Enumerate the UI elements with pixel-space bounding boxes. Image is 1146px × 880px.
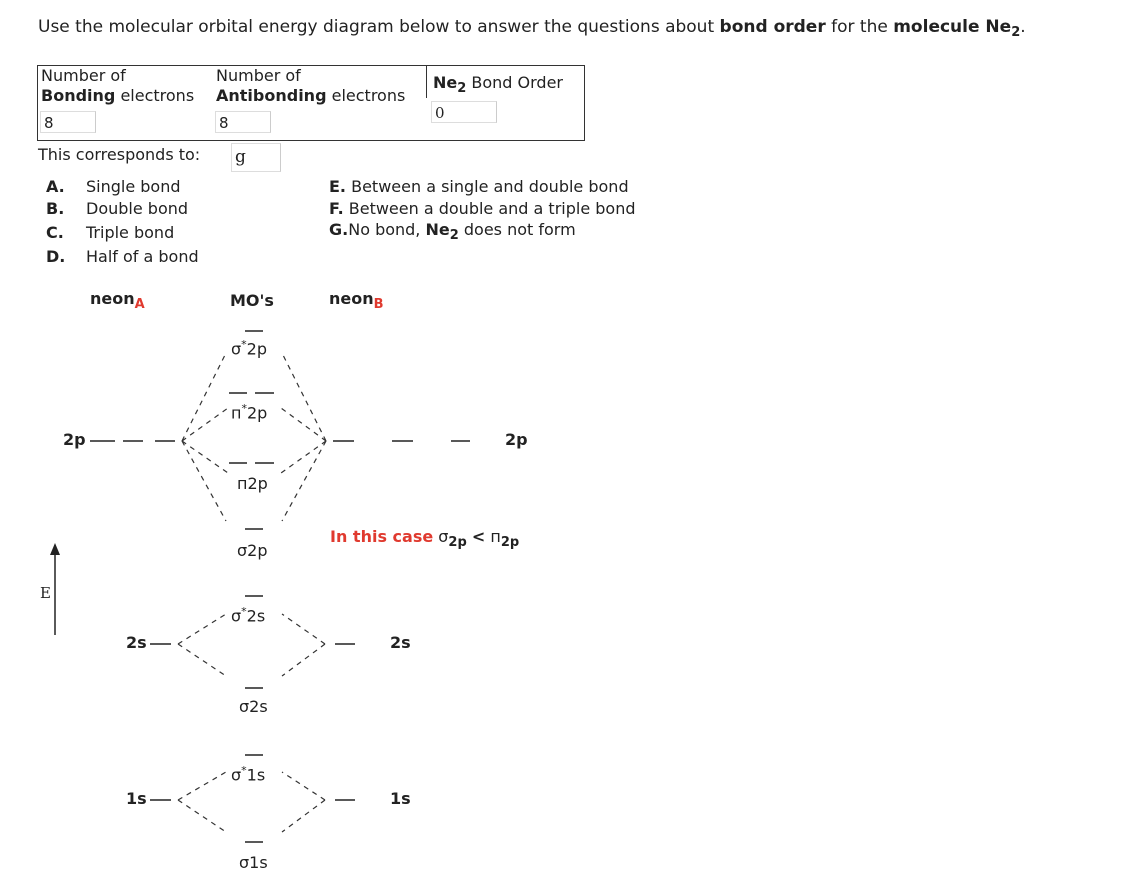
atomic-2s-left-label: 2s [126, 633, 147, 652]
mo-label-sigma-1s: σ1s [239, 853, 268, 872]
choice-d: D. Half of a bond [46, 247, 199, 266]
atomic-2s-right-label: 2s [390, 633, 411, 652]
energy-label: E [40, 584, 51, 602]
question-text: Use the molecular orbital energy diagram below to answer the questions about bond order for the molecule $Ne_2$. [38, 17, 1026, 40]
corresponds-input[interactable]: g [231, 143, 281, 172]
choice-b: B. Double bond [46, 199, 189, 218]
corresponds-label: This corresponds to: [38, 145, 201, 164]
mo-label-sigma-star-2s: σ*2s [231, 605, 266, 626]
mo-label-sigma-2p: σ2p [237, 541, 268, 560]
antibonding-header: Number of Antibonding electrons [216, 66, 406, 105]
bond-order-input[interactable]: 0 [431, 101, 497, 123]
choice-a: A. Single bond [46, 177, 181, 196]
bonding-electrons-input[interactable]: 8 [40, 111, 96, 133]
energy-axis-arrowhead [50, 543, 60, 555]
atomic-1s-right-label: 1s [390, 789, 411, 808]
bond-order-header: $Ne_2$ Bond Order [433, 73, 564, 96]
atomic-1s-left-label: 1s [126, 789, 147, 808]
neon-a-label: neon$_A$ [90, 289, 145, 312]
choice-g: G.No bond, $Ne_2$ does not form [329, 220, 576, 243]
mo-label-pi-star-2p: п*2p [231, 402, 268, 423]
mos-label: MO's [230, 291, 274, 310]
choice-f: F. Between a double and a triple bond [329, 199, 636, 218]
mo-label-pi-2p: п2p [237, 474, 268, 493]
ordering-note: In this case $\sigma_{2p} < п_{2p}$ [330, 527, 520, 550]
atomic-2p-left-label: 2p [63, 430, 86, 449]
choice-e: E. Between a single and double bond [329, 177, 629, 196]
atomic-2p-right-label: 2p [505, 430, 528, 449]
choice-c: C. Triple bond [46, 223, 175, 242]
neon-b-label: neon$_B$ [329, 289, 384, 312]
mo-label-sigma-2s: σ2s [239, 697, 268, 716]
mo-label-sigma-star-2p: σ*2p [231, 338, 267, 359]
bonding-header: Number of Bonding electrons [41, 66, 195, 105]
mo-label-sigma-star-1s: σ*1s [231, 764, 266, 785]
antibonding-electrons-input[interactable]: 8 [215, 111, 271, 133]
